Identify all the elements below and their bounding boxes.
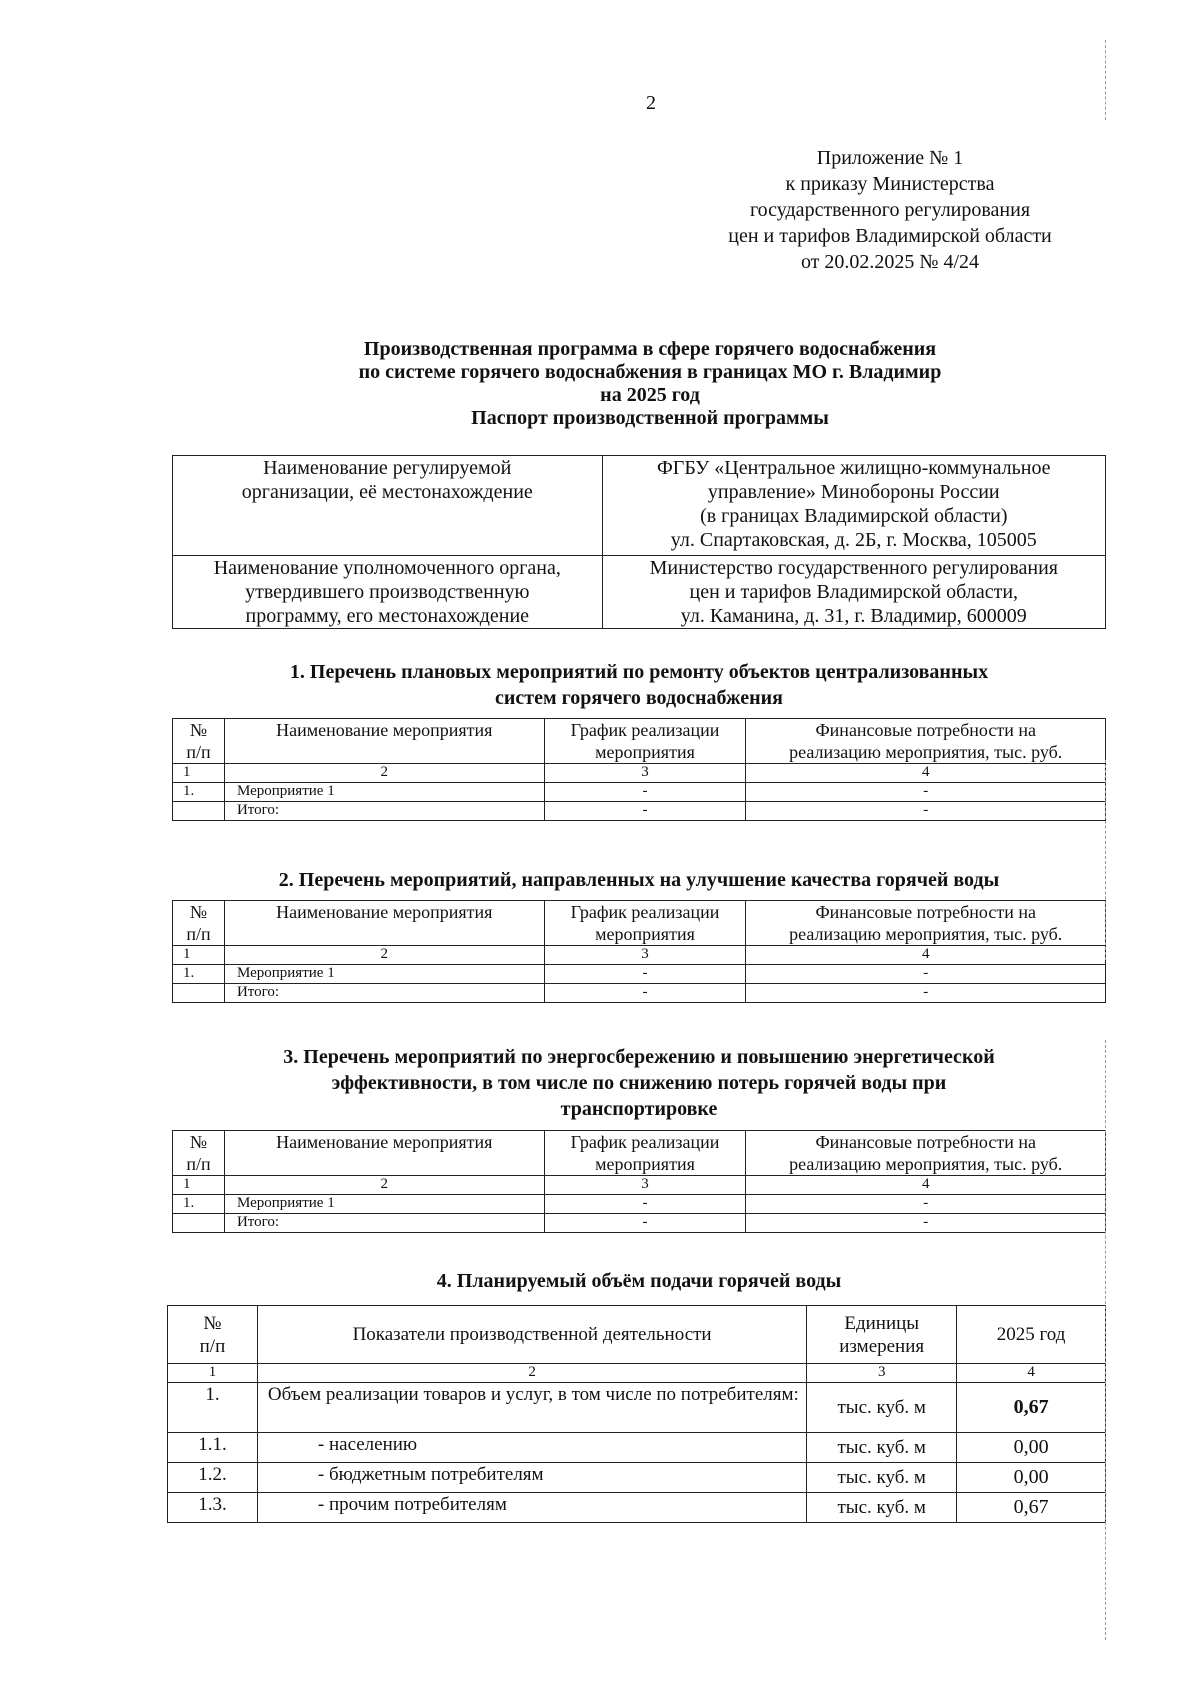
row-name: Итого: bbox=[224, 984, 544, 1003]
row-schedule: - bbox=[544, 1195, 746, 1214]
section-4-title: 4. Планируемый объём подачи горячей воды bbox=[436, 1270, 842, 1292]
row-name: Мероприятие 1 bbox=[224, 783, 544, 802]
header-num bbox=[168, 1306, 258, 1364]
text-line: Наименование регулируемой bbox=[263, 457, 512, 479]
text-line: организации, её местонахождение bbox=[241, 481, 533, 503]
row-num bbox=[173, 1214, 225, 1233]
header-year: 2025 год bbox=[957, 1306, 1106, 1364]
header-num bbox=[173, 1131, 225, 1176]
page-number: 2 bbox=[646, 92, 656, 114]
text-line: Единицы bbox=[844, 1312, 920, 1334]
row-num bbox=[173, 802, 225, 821]
scan-edge-mark bbox=[1105, 1040, 1108, 1640]
row-name: Итого: bbox=[224, 1214, 544, 1233]
header-schedule bbox=[544, 719, 746, 764]
passport-row bbox=[173, 556, 1106, 629]
text-line: п/п bbox=[186, 924, 211, 944]
text-line: ул. Спартаковская, д. 2Б, г. Москва, 105005 bbox=[670, 529, 1037, 551]
text-line: утвердившего производственную bbox=[245, 581, 530, 603]
passport-value bbox=[602, 456, 1105, 556]
row-finance: - bbox=[746, 783, 1106, 802]
header-unit bbox=[807, 1306, 957, 1364]
text-line: Финансовые потребности на bbox=[815, 720, 1036, 740]
text-line: График реализации bbox=[570, 1132, 720, 1152]
table-row bbox=[173, 783, 1106, 802]
row-value: 0,00 bbox=[957, 1433, 1106, 1463]
title-line: систем горячего водоснабжения bbox=[495, 687, 783, 709]
row-num: 1.1. bbox=[168, 1433, 258, 1463]
text-line: График реализации bbox=[570, 720, 720, 740]
row-schedule: - bbox=[544, 984, 746, 1003]
index-cell: 2 bbox=[224, 764, 544, 783]
text-line: реализацию мероприятия, тыс. руб. bbox=[789, 1154, 1063, 1174]
text-line: (в границах Владимирской области) bbox=[700, 505, 1008, 527]
index-cell: 2 bbox=[257, 1364, 806, 1383]
section-2-table bbox=[172, 900, 1106, 1003]
row-name: Итого: bbox=[224, 802, 544, 821]
annex-line: цен и тарифов Владимирской области bbox=[728, 225, 1052, 247]
passport-value bbox=[602, 556, 1105, 629]
row-num: 1.3. bbox=[168, 1493, 258, 1523]
text-line: цен и тарифов Владимирской области, bbox=[689, 581, 1019, 603]
text-line: измерения bbox=[839, 1335, 925, 1357]
annex-line: к приказу Министерства bbox=[785, 173, 995, 195]
text-line: реализацию мероприятия, тыс. руб. bbox=[789, 742, 1063, 762]
row-finance: - bbox=[746, 1195, 1106, 1214]
row-num: 1. bbox=[168, 1383, 258, 1433]
row-finance: - bbox=[746, 802, 1106, 821]
section-1-table bbox=[172, 718, 1106, 821]
index-cell: 2 bbox=[224, 946, 544, 965]
title-line: на 2025 год bbox=[600, 384, 700, 406]
row-finance: - bbox=[746, 1214, 1106, 1233]
scan-edge-mark bbox=[1105, 40, 1108, 120]
document-title bbox=[170, 338, 1130, 430]
row-name: Мероприятие 1 bbox=[224, 965, 544, 984]
column-index-row bbox=[168, 1364, 1106, 1383]
row-num: 1. bbox=[173, 965, 225, 984]
row-indicator: Объем реализации товаров и услуг, в том числе по потребителям: bbox=[257, 1383, 806, 1433]
index-cell: 1 bbox=[168, 1364, 258, 1383]
table-row bbox=[173, 802, 1106, 821]
text-line: № bbox=[189, 902, 208, 922]
header-name: Наименование мероприятия bbox=[224, 719, 544, 764]
text-line: п/п bbox=[186, 742, 211, 762]
index-cell: 4 bbox=[746, 764, 1106, 783]
header-name: Наименование мероприятия bbox=[224, 1131, 544, 1176]
header-finance bbox=[746, 1131, 1106, 1176]
text-line: Финансовые потребности на bbox=[815, 1132, 1036, 1152]
scan-edge-mark bbox=[1105, 760, 1108, 960]
row-schedule: - bbox=[544, 783, 746, 802]
text-line: ул. Каманина, д. 31, г. Владимир, 600009 bbox=[680, 605, 1027, 627]
text-line: п/п bbox=[186, 1154, 211, 1174]
index-cell: 3 bbox=[544, 1176, 746, 1195]
table-header-row bbox=[173, 901, 1106, 946]
index-cell: 4 bbox=[746, 946, 1106, 965]
column-index-row bbox=[173, 1176, 1106, 1195]
index-cell: 4 bbox=[746, 1176, 1106, 1195]
text-line: № bbox=[189, 1132, 208, 1152]
row-value: 0,67 bbox=[957, 1383, 1106, 1433]
table-row bbox=[168, 1433, 1106, 1463]
section-2-title bbox=[172, 867, 1106, 893]
text-line: управление» Минобороны России bbox=[707, 481, 1000, 503]
header-indicator: Показатели производственной деятельности bbox=[257, 1306, 806, 1364]
index-cell: 2 bbox=[224, 1176, 544, 1195]
row-num: 1. bbox=[173, 783, 225, 802]
text-line: Министерство государственного регулирования bbox=[649, 557, 1058, 579]
annex-line: государственного регулирования bbox=[749, 199, 1031, 221]
header-schedule bbox=[544, 1131, 746, 1176]
index-cell: 4 bbox=[957, 1364, 1106, 1383]
header-finance bbox=[746, 719, 1106, 764]
text-line: Наименование уполномоченного органа, bbox=[213, 557, 561, 579]
text-line: мероприятия bbox=[595, 742, 695, 762]
row-unit: тыс. куб. м bbox=[807, 1433, 957, 1463]
text-line: мероприятия bbox=[595, 924, 695, 944]
annex-block bbox=[670, 145, 1110, 275]
index-cell: 3 bbox=[544, 764, 746, 783]
annex-line: от 20.02.2025 № 4/24 bbox=[800, 251, 980, 273]
header-schedule bbox=[544, 901, 746, 946]
table-row bbox=[168, 1463, 1106, 1493]
row-indicator: - прочим потребителям bbox=[257, 1493, 806, 1523]
title-line: Производственная программа в сфере горячего водоснабжения bbox=[363, 338, 937, 360]
row-schedule: - bbox=[544, 965, 746, 984]
section-3-table bbox=[172, 1130, 1106, 1233]
index-cell: 1 bbox=[173, 946, 225, 965]
passport-label bbox=[173, 556, 603, 629]
row-unit: тыс. куб. м bbox=[807, 1463, 957, 1493]
table-row bbox=[173, 1214, 1106, 1233]
passport-table bbox=[172, 455, 1106, 629]
table-row bbox=[168, 1493, 1106, 1523]
header-num bbox=[173, 719, 225, 764]
header-finance bbox=[746, 901, 1106, 946]
table-row bbox=[173, 965, 1106, 984]
text-line: п/п bbox=[199, 1335, 226, 1357]
title-line: 1. Перечень плановых мероприятий по ремонту объектов централизованных bbox=[289, 661, 989, 683]
index-cell: 1 bbox=[173, 764, 225, 783]
text-line: мероприятия bbox=[595, 1154, 695, 1174]
section-1-title bbox=[172, 659, 1106, 711]
row-indicator: - населению bbox=[257, 1433, 806, 1463]
table-header-row bbox=[173, 719, 1106, 764]
row-finance: - bbox=[746, 965, 1106, 984]
title-line: транспортировке bbox=[560, 1098, 718, 1120]
row-schedule: - bbox=[544, 802, 746, 821]
text-line: Финансовые потребности на bbox=[815, 902, 1036, 922]
column-index-row bbox=[173, 946, 1106, 965]
row-num bbox=[173, 984, 225, 1003]
row-unit: тыс. куб. м bbox=[807, 1383, 957, 1433]
section-3-title bbox=[172, 1044, 1106, 1122]
row-unit: тыс. куб. м bbox=[807, 1493, 957, 1523]
text-line: № bbox=[189, 720, 208, 740]
title-line: по системе горячего водоснабжения в границах МО г. Владимир bbox=[358, 361, 942, 383]
passport-label bbox=[173, 456, 603, 556]
header-num bbox=[173, 901, 225, 946]
title-line: 2. Перечень мероприятий, направленных на улучшение качества горячей воды bbox=[278, 869, 1000, 891]
row-value: 0,00 bbox=[957, 1463, 1106, 1493]
table-header-row bbox=[168, 1306, 1106, 1364]
volume-table bbox=[167, 1305, 1106, 1523]
title-line: Паспорт производственной программы bbox=[471, 407, 829, 429]
title-line: 3. Перечень мероприятий по энергосбережению и повышению энергетической bbox=[283, 1046, 995, 1068]
row-value: 0,67 bbox=[957, 1493, 1106, 1523]
index-cell: 1 bbox=[173, 1176, 225, 1195]
row-finance: - bbox=[746, 984, 1106, 1003]
table-row bbox=[173, 984, 1106, 1003]
row-num: 1.2. bbox=[168, 1463, 258, 1493]
header-name: Наименование мероприятия bbox=[224, 901, 544, 946]
annex-line: Приложение № 1 bbox=[816, 147, 964, 169]
text-line: реализацию мероприятия, тыс. руб. bbox=[789, 924, 1063, 944]
column-index-row bbox=[173, 764, 1106, 783]
text-line: № bbox=[203, 1312, 222, 1334]
table-row bbox=[168, 1383, 1106, 1433]
title-line: эффективности, в том числе по снижению потерь горячей воды при bbox=[331, 1072, 947, 1094]
index-cell: 3 bbox=[807, 1364, 957, 1383]
row-indicator: - бюджетным потребителям bbox=[257, 1463, 806, 1493]
table-header-row bbox=[173, 1131, 1106, 1176]
text-line: программу, его местонахождение bbox=[245, 605, 530, 627]
text-line: График реализации bbox=[570, 902, 720, 922]
row-name: Мероприятие 1 bbox=[224, 1195, 544, 1214]
row-num: 1. bbox=[173, 1195, 225, 1214]
table-row bbox=[173, 1195, 1106, 1214]
text-line: ФГБУ «Центральное жилищно-коммунальное bbox=[656, 457, 1051, 479]
passport-row bbox=[173, 456, 1106, 556]
index-cell: 3 bbox=[544, 946, 746, 965]
row-schedule: - bbox=[544, 1214, 746, 1233]
